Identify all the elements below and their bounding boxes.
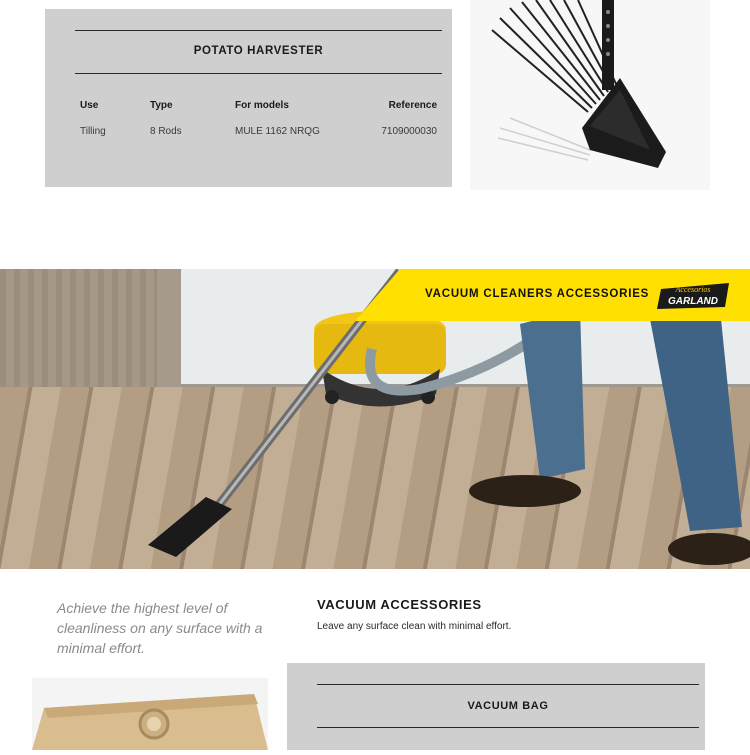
vacuum-bag-illustration [32, 678, 268, 750]
header-use: Use [80, 100, 99, 111]
bag-top-rule [317, 684, 699, 685]
vacuum-accessories-description: Leave any surface clean with minimal effort. [317, 621, 512, 632]
cell-for-models: MULE 1162 NRQG [235, 126, 320, 137]
potato-harvester-spec-card [45, 9, 452, 187]
header-for-models: For models [235, 100, 289, 111]
bag-title-rule [317, 727, 699, 728]
category-banner-label: VACUUM CLEANERS ACCESSORIES [425, 288, 650, 300]
vacuum-bag-photo [32, 678, 268, 750]
cell-use: Tilling [80, 126, 106, 137]
spec-top-rule [75, 30, 442, 31]
header-type: Type [150, 100, 173, 111]
tagline: Achieve the highest level of cleanliness on any surface with a minimal effort. [57, 600, 263, 656]
hero-banner [0, 269, 750, 569]
spec-title-rule [75, 73, 442, 74]
cell-reference: 7109000030 [381, 126, 437, 137]
logo-brand-text: GARLAND [668, 296, 718, 307]
potato-harvester-photo [470, 0, 710, 190]
spec-title: POTATO HARVESTER [193, 45, 324, 57]
logo-accessories-text: Accesorios [675, 285, 711, 294]
header-reference: Reference [388, 100, 437, 111]
vacuum-accessories-title: VACUUM ACCESSORIES [317, 597, 482, 612]
vacuum-bag-spec-card [287, 663, 705, 750]
harvester-illustration [470, 0, 710, 190]
vacuum-bag-title: VACUUM BAG [467, 700, 549, 712]
garland-logo [655, 279, 731, 311]
cell-type: 8 Rods [150, 126, 182, 137]
